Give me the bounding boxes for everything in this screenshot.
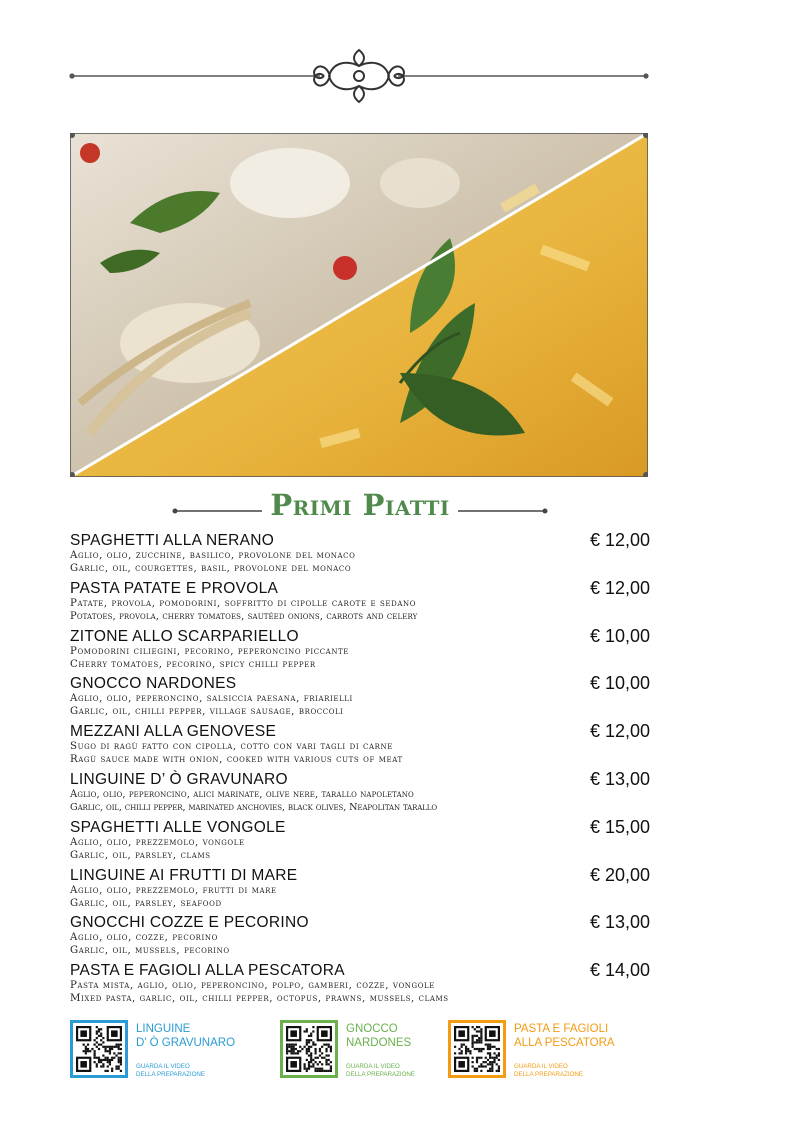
dish-desc-en: Cherry tomatoes, pecorino, spicy chilli pepper bbox=[70, 658, 316, 670]
qr-code-icon bbox=[286, 1026, 332, 1072]
qr-sub-line2: DELLA PREPARAZIONE bbox=[136, 1071, 206, 1078]
dish-desc-en: Garlic, oil, courgettes, basil, provolone del monaco bbox=[70, 563, 352, 574]
dish-desc-it: Aglio, olio, prezzemolo, vongole bbox=[70, 836, 245, 848]
menu-item bbox=[70, 625, 650, 676]
dish-name: PASTA E FAGIOLI ALLA PESCATORA bbox=[70, 962, 345, 980]
menu-item bbox=[70, 577, 650, 628]
dish-desc-it: Aglio, olio, peperoncino, alici marinate, olive nere, tarallo napoletano bbox=[70, 788, 414, 800]
title-right-rule bbox=[458, 508, 548, 514]
dish-name: MEZZANI ALLA GENOVESE bbox=[70, 723, 277, 741]
dish-price: € 12,00 bbox=[589, 577, 650, 598]
dish-desc-it: Patate, provola, pomodorini, soffritto di cipolle carote e sedano bbox=[70, 597, 417, 609]
section-title: Primi Piatti bbox=[270, 488, 450, 522]
dish-desc-it: Pasta mista, aglio, olio, peperoncino, polpo, gamberi, cozze, vongole bbox=[70, 980, 436, 992]
dish-price: € 14,00 bbox=[589, 960, 650, 981]
dish-desc-en: Garlic, oil, chilli pepper, marinated anchovies, black olives, Neapolitan tarallo bbox=[70, 801, 437, 813]
qr-title-line1: GNOCCO bbox=[346, 1023, 398, 1035]
dish-desc-it: Sugo di ragù fatto con cipolla, cotto con vari tagli di carne bbox=[70, 741, 393, 753]
dish-name: GNOCCHI COZZE E PECORINO bbox=[70, 914, 309, 932]
qr-code[interactable] bbox=[70, 1020, 128, 1078]
qr-title-line1: PASTA E FAGIOLI bbox=[514, 1023, 609, 1035]
qr-block-nardones[interactable] bbox=[280, 1020, 440, 1084]
dish-name: ZITONE ALLO SCARPARIELLO bbox=[70, 627, 299, 645]
dish-name: GNOCCO NARDONES bbox=[70, 675, 237, 693]
qr-subtitle bbox=[514, 1063, 634, 1079]
qr-code-icon bbox=[76, 1026, 122, 1072]
qr-title-line2: D’ Ò GRAVUNARO bbox=[136, 1037, 236, 1049]
dish-desc-it: Aglio, olio, peperoncino, salsiccia paesana, friarielli bbox=[70, 693, 353, 705]
dish-name: SPAGHETTI ALLA NERANO bbox=[70, 532, 275, 549]
dish-name: PASTA PATATE E PROVOLA bbox=[70, 579, 279, 597]
dish-price: € 10,00 bbox=[589, 625, 650, 646]
qr-title-line1: LINGUINE bbox=[136, 1023, 191, 1035]
qr-subtitle bbox=[136, 1063, 256, 1079]
menu-item bbox=[70, 816, 650, 867]
dish-price: € 15,00 bbox=[589, 816, 650, 837]
dish-name: LINGUINE D’ Ò GRAVUNARO bbox=[70, 770, 288, 788]
dish-desc-en: Ragù sauce made with onion, cooked with various cuts of meat bbox=[70, 754, 403, 766]
dish-desc-en: Potatoes, provola, cherry tomatoes, sautéed onions, carrots and celery bbox=[70, 610, 418, 622]
menu-item bbox=[70, 914, 650, 962]
dish-name: LINGUINE AI FRUTTI DI MARE bbox=[70, 866, 298, 884]
menu-item bbox=[70, 532, 650, 580]
qr-block-pescatora[interactable] bbox=[448, 1020, 648, 1084]
dish-desc-it: Aglio, olio, cozze, pecorino bbox=[70, 932, 218, 944]
dish-desc-en: Mixed pasta, garlic, oil, chilli pepper, octopus, prawns, mussels, clams bbox=[70, 993, 449, 1005]
dish-desc-en: Garlic, oil, parsley, seafood bbox=[70, 897, 222, 909]
menu-item bbox=[70, 864, 650, 915]
dish-price: € 12,00 bbox=[589, 530, 650, 550]
qr-sub-line2: DELLA PREPARAZIONE bbox=[346, 1071, 416, 1078]
dish-desc-en: Garlic, oil, parsley, clams bbox=[70, 849, 211, 861]
menu-item bbox=[70, 723, 650, 771]
qr-code[interactable] bbox=[280, 1020, 338, 1078]
hero-food-image bbox=[70, 133, 648, 477]
menu-item bbox=[70, 768, 650, 819]
qr-title bbox=[136, 1022, 276, 1050]
qr-sub-line1: GUARDA IL VIDEO bbox=[136, 1063, 190, 1070]
dish-desc-it: Aglio, olio, prezzemolo, frutti di mare bbox=[70, 884, 277, 896]
top-ornament bbox=[68, 40, 650, 110]
section-title-row bbox=[172, 488, 548, 528]
menu-list bbox=[70, 532, 650, 1010]
dish-desc-en: Garlic, oil, mussels, pecorino bbox=[70, 945, 230, 957]
dish-price: € 13,00 bbox=[589, 912, 650, 933]
qr-sub-line1: GUARDA IL VIDEO bbox=[514, 1063, 568, 1070]
dish-desc-it: Pomodorini ciliegini, pecorino, peperoncino piccante bbox=[70, 645, 350, 657]
dish-price: € 10,00 bbox=[589, 673, 650, 694]
qr-title bbox=[514, 1022, 654, 1050]
dish-desc-it: Aglio, olio, zucchine, basilico, provolone del monaco bbox=[70, 550, 356, 561]
menu-item bbox=[70, 675, 650, 723]
qr-sub-line2: DELLA PREPARAZIONE bbox=[514, 1071, 584, 1078]
dish-price: € 20,00 bbox=[589, 864, 650, 885]
menu-item bbox=[70, 962, 650, 1010]
dish-price: € 13,00 bbox=[589, 768, 650, 789]
qr-sub-line1: GUARDA IL VIDEO bbox=[346, 1063, 400, 1070]
qr-title-line2: ALLA PESCATORA bbox=[514, 1037, 615, 1049]
qr-title-line2: NARDONES bbox=[346, 1037, 412, 1049]
dish-name: SPAGHETTI ALLE VONGOLE bbox=[70, 818, 286, 836]
qr-code-icon bbox=[454, 1026, 500, 1072]
qr-code[interactable] bbox=[448, 1020, 506, 1078]
dish-price: € 12,00 bbox=[589, 721, 650, 742]
dish-desc-en: Garlic, oil, chilli pepper, village sausage, broccoli bbox=[70, 706, 344, 718]
qr-block-gravunaro[interactable] bbox=[70, 1020, 270, 1084]
